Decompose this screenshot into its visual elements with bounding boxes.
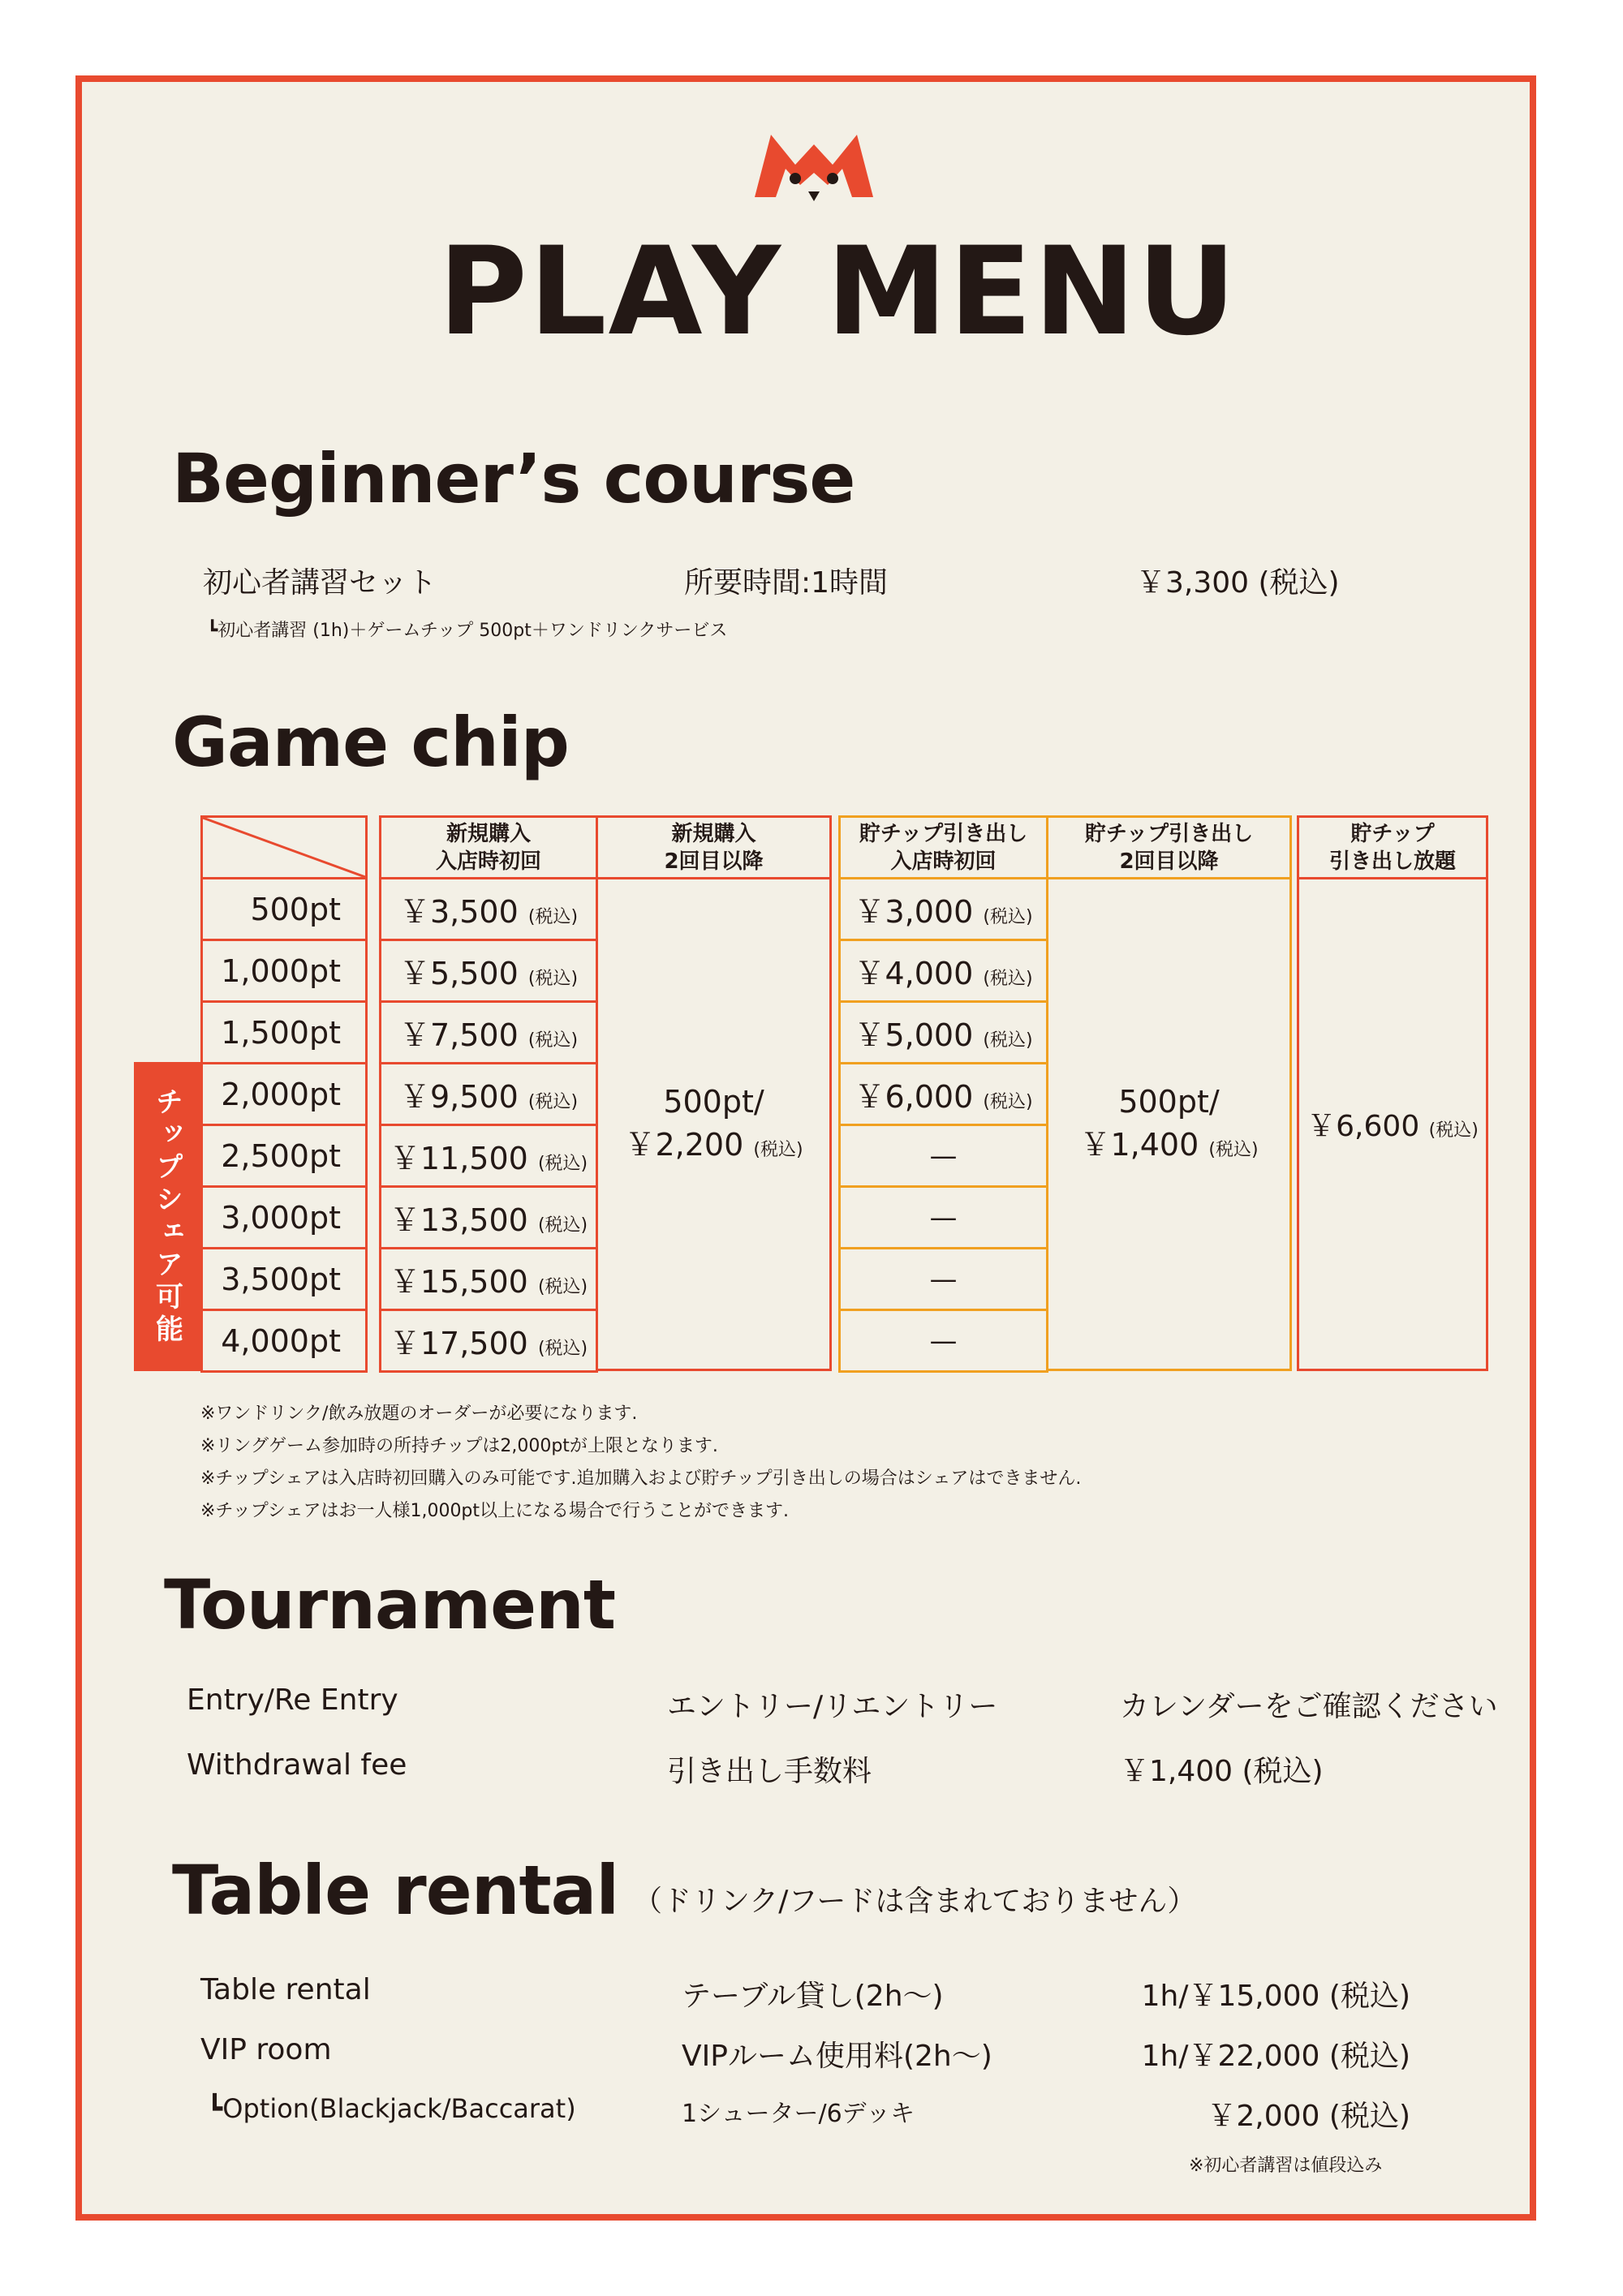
page-title: PLAY MENU [438, 221, 1238, 363]
beginner-price: ￥3,300 (税込) [1136, 566, 1340, 600]
rental-section-title: Table rental [172, 1851, 619, 1930]
saved-first-dash: — [929, 1324, 958, 1357]
new-first-price-cell [379, 1000, 598, 1064]
saved-first-price-cell [838, 1185, 1048, 1249]
saved-first-dash: — [929, 1139, 958, 1172]
row-amount-text: 1,000pt [221, 952, 341, 989]
rental-row-price: 1h/￥22,000 (税込) [1141, 2040, 1410, 2073]
header-new-first [379, 815, 598, 879]
rental-row-en: VIP room [200, 2033, 332, 2066]
row-amount-text: 1,500pt [221, 1014, 341, 1051]
rental-row-en: ┗Option(Blackjack/Baccarat) [207, 2093, 576, 2124]
row-amount [200, 1185, 368, 1249]
new-first-price: ￥13,500 (税込) [389, 1202, 588, 1238]
row-amount-text: 3,500pt [221, 1261, 341, 1297]
row-amount-text: 4,000pt [221, 1322, 341, 1359]
saved-first-price-cell [838, 1309, 1048, 1373]
new-first-price-cell [379, 1124, 598, 1188]
gamechip-note: ※ワンドリンク/飲み放題のオーダーが必要になります. [200, 1404, 638, 1424]
saved-first-price-cell [838, 939, 1048, 1003]
row-amount [200, 1309, 368, 1373]
new-first-price-cell [379, 877, 598, 941]
header-saved-second [1046, 815, 1292, 879]
new-first-price-cell [379, 1185, 598, 1249]
header-saved-second-line1: 貯チップ引き出し [1084, 821, 1254, 846]
owl-logo-icon [747, 128, 881, 201]
diagonal-header-cell [200, 815, 368, 879]
new-first-price-cell [379, 1062, 598, 1126]
saved-first-price: ￥5,000 (税込) [854, 1017, 1033, 1053]
new-first-price: ￥5,500 (税込) [398, 956, 579, 991]
beginner-detail: ┗初心者講習 (1h)＋ゲームチップ 500pt＋ワンドリンクサービス [207, 621, 728, 641]
gamechip-section-title: Game chip [172, 703, 569, 782]
gamechip-note: ※リングゲーム参加時の所持チップは2,000ptが上限となります. [200, 1436, 718, 1456]
gamechip-note: ※チップシェアは入店時初回購入のみ可能です.追加購入および貯チップ引き出しの場合はシェアはできません. [200, 1468, 1082, 1489]
row-amount-text: 2,000pt [221, 1076, 341, 1112]
saved-first-dash: — [929, 1201, 958, 1234]
row-amount-text: 2,500pt [221, 1137, 341, 1174]
new-first-price: ￥17,500 (税込) [389, 1326, 588, 1361]
row-amount [200, 877, 368, 941]
tournament-section-title: Tournament [164, 1565, 616, 1645]
header-new-first-line1: 新規購入 [446, 821, 531, 846]
saved-first-dash: — [929, 1262, 958, 1296]
row-amount-text: 3,000pt [221, 1199, 341, 1236]
header-new-first-line2: 入店時初回 [435, 849, 541, 874]
saved-second-price-cell [1046, 877, 1292, 1371]
saved-unlimited-price: ￥6,600 (税込) [1307, 1110, 1479, 1143]
rental-row-price: ￥2,000 (税込) [1207, 2100, 1410, 2133]
row-amount [200, 1124, 368, 1188]
tournament-row-ja: 引き出し手数料 [667, 1755, 872, 1788]
saved-first-price-cell [838, 1247, 1048, 1311]
header-saved-unlimited [1297, 815, 1488, 879]
new-second-price: ￥2,200 (税込) [624, 1127, 803, 1163]
rental-row-price: 1h/￥15,000 (税込) [1141, 1980, 1410, 2013]
diagonal-line [203, 818, 365, 877]
beginner-duration: 所要時間:1時間 [684, 566, 889, 600]
beginner-section-title: Beginner’s course [172, 439, 855, 518]
rental-subtitle: （ドリンク/フードは含まれておりません） [633, 1885, 1197, 1918]
header-saved-first-line1: 貯チップ引き出し [859, 821, 1028, 846]
saved-first-price: ￥3,000 (税込) [854, 894, 1033, 930]
tournament-row-en: Entry/Re Entry [187, 1683, 398, 1717]
header-saved-first [838, 815, 1048, 879]
header-unlimited-line1: 貯チップ [1350, 821, 1435, 846]
tournament-row-en: Withdrawal fee [187, 1748, 407, 1782]
rental-footnote: ※初心者講習は値段込み [1189, 2156, 1383, 2176]
new-first-price: ￥9,500 (税込) [398, 1079, 579, 1115]
new-first-price: ￥11,500 (税込) [389, 1141, 588, 1176]
new-first-price-cell [379, 1309, 598, 1373]
new-first-price-cell [379, 1247, 598, 1311]
new-first-price-cell [379, 939, 598, 1003]
rental-row-ja: 1シューター/6デッキ [682, 2100, 915, 2128]
chip-share-text: チップシェア可能 [150, 1086, 183, 1347]
saved-first-price-cell [838, 877, 1048, 941]
row-amount [200, 1062, 368, 1126]
saved-second-price: ￥1,400 (税込) [1079, 1127, 1259, 1163]
header-new-second-line2: 2回目以降 [664, 849, 764, 874]
header-saved-second-line2: 2回目以降 [1119, 849, 1219, 874]
saved-unlimited-price-cell [1297, 877, 1488, 1371]
saved-second-unit: 500pt/ [1118, 1084, 1220, 1120]
header-new-second [596, 815, 832, 879]
rental-row-ja: VIPルーム使用料(2h〜) [682, 2040, 992, 2073]
rental-row-ja: テーブル貸し(2h〜) [682, 1980, 944, 2013]
tournament-row-price: ￥1,400 (税込) [1120, 1755, 1324, 1788]
gamechip-note: ※チップシェアはお一人様1,000pt以上になる場合で行うことができます. [200, 1501, 790, 1521]
rental-row-en: Table rental [200, 1973, 371, 2006]
new-first-price: ￥3,500 (税込) [398, 894, 579, 930]
header-new-second-line1: 新規購入 [671, 821, 756, 846]
saved-first-price-cell [838, 1000, 1048, 1064]
header-unlimited-line2: 引き出し放題 [1328, 849, 1456, 874]
tournament-row-ja: エントリー/リエントリー [667, 1690, 998, 1723]
new-first-price: ￥7,500 (税込) [398, 1017, 579, 1053]
saved-first-price-cell [838, 1124, 1048, 1188]
chip-share-side-label [134, 1062, 200, 1371]
row-amount [200, 1247, 368, 1311]
tournament-row-price: カレンダーをご確認ください [1120, 1690, 1498, 1723]
beginner-item: 初心者講習セット [203, 566, 437, 600]
row-amount [200, 939, 368, 1003]
saved-first-price: ￥4,000 (税込) [854, 956, 1033, 991]
saved-first-price-cell [838, 1062, 1048, 1126]
row-amount [200, 1000, 368, 1064]
saved-first-price: ￥6,000 (税込) [854, 1079, 1033, 1115]
new-first-price: ￥15,500 (税込) [389, 1264, 588, 1300]
new-second-price-cell [596, 877, 832, 1371]
row-amount-text: 500pt [250, 891, 341, 927]
new-second-unit: 500pt/ [663, 1084, 764, 1120]
header-saved-first-line2: 入店時初回 [890, 849, 997, 874]
